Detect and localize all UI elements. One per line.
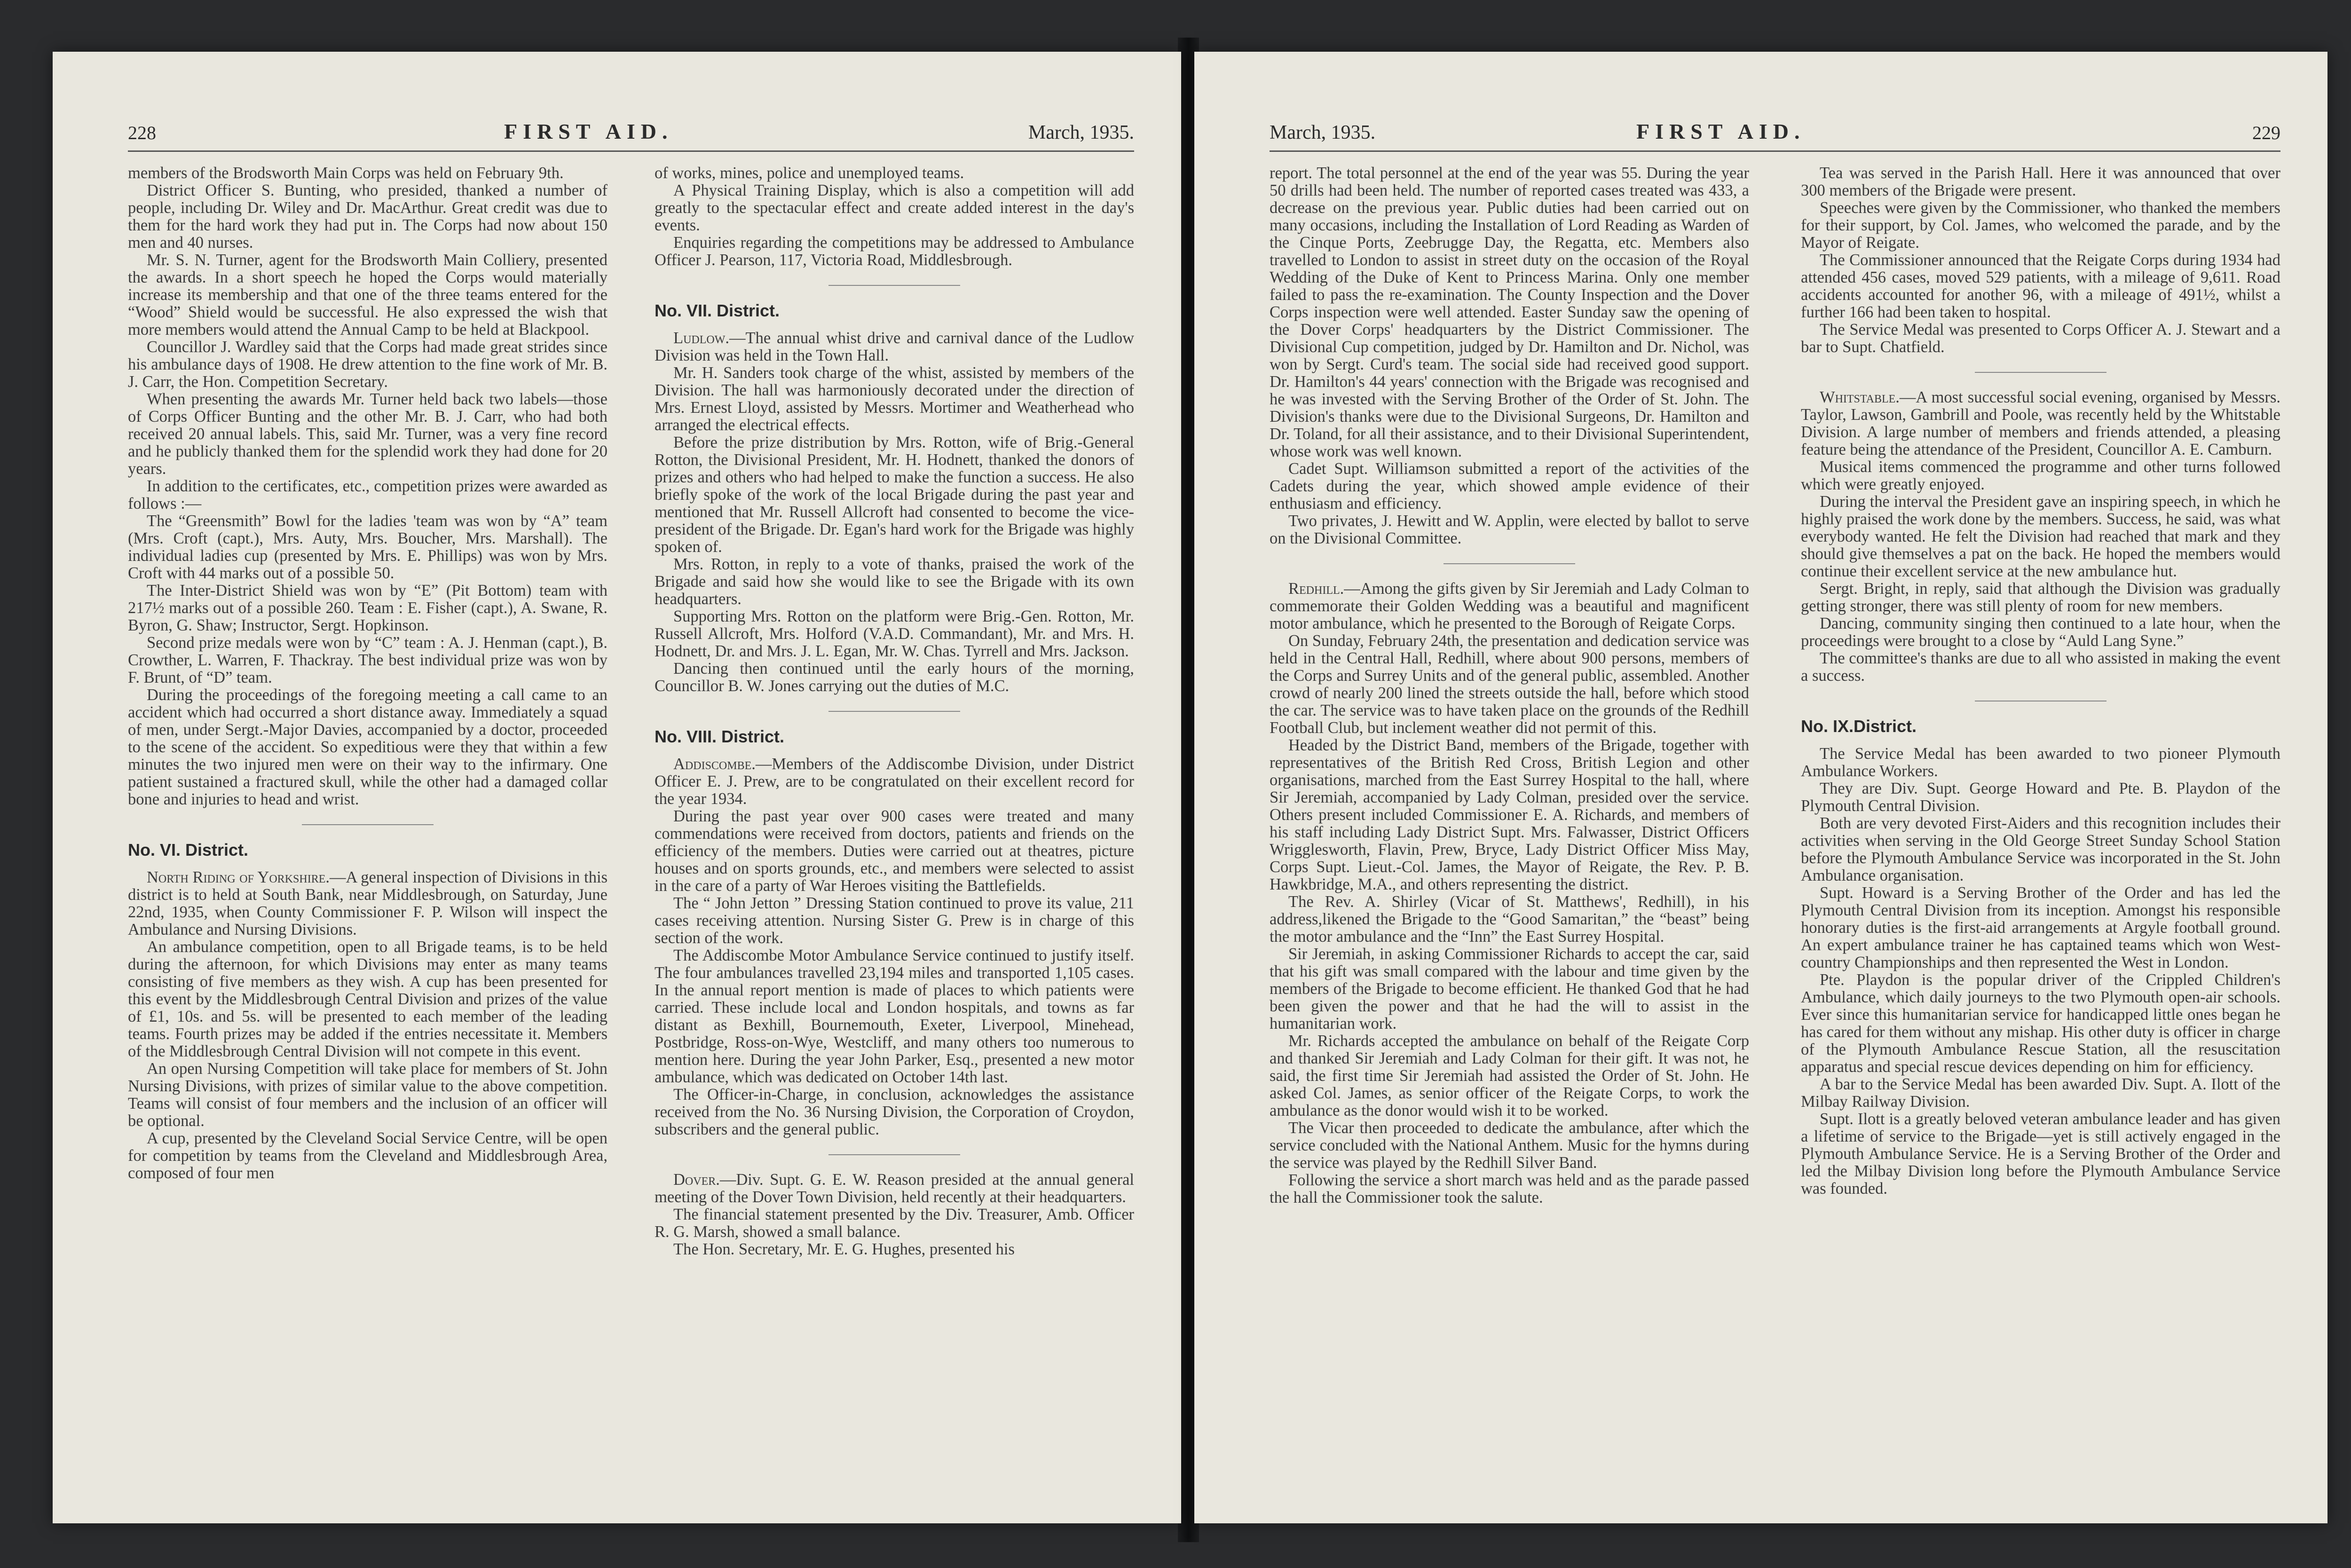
page-number: 229 (2252, 122, 2280, 143)
article-paragraph (128, 182, 607, 252)
article-paragraph (1270, 1172, 1749, 1206)
article-paragraph (128, 391, 607, 478)
paragraph-text: On Sunday, February 24th, the presentation and dedication service was held in the Central Hall, Redhill, where about 900 persons, members of the Corps and Surrey Units and of the general public, assembled. Another crowd of nearly 200 lined the streets outside the hall, before which stood the car. The service was to have taken place on the grounds of the Redhill Football Club, but inclement weather did not permit of this. (1270, 632, 1749, 737)
paragraph-text: Headed by the District Band, members of the Brigade, together with representatives of the British Red Cross, British Legion and other organisations, marched from the East Surrey Hospital to the hall, where Sir Jeremiah, accompanied by Lady Colman, presided over the service. Others present included Commissioner E. A. Richards, and members of his staff including Lady District Supt. Mrs. Falwasser, District Officers Wrigglesworth, Flavin, Prew, Bryce, Lady District Officer Miss May, Corps Supt. Lieut.-Col. James, the Mayor of Reigate, the Rev. P. B. Hawkbridge, M.A., and others representing the district. (1270, 736, 1749, 893)
article-paragraph (1801, 321, 2280, 356)
paragraph-text: Mr. H. Sanders took charge of the whist, assisted by members of the Division. The hall was harmoniously decorated under the direction of Mrs. Ernest Lloyd, assisted by Messrs. Mortimer and Weatherhead who arranged the electrical effects. (655, 364, 1134, 434)
district-heading: No. IX.District. (1801, 717, 1917, 736)
left-page-column-2 (655, 165, 1134, 1476)
paragraph-text: In addition to the certificates, etc., competition prizes were awarded as follows :— (128, 477, 607, 512)
section-divider (302, 824, 434, 825)
paragraph-text: When presenting the awards Mr. Turner held back two labels—those of Corps Officer Bunting and the other Mr. B. J. Carr, who had both received 20 annual labels. This, said Mr. Turner, was a very fine record and he publicly thanked them for the splendid work they had done for 20 years. (128, 390, 607, 478)
paragraph-text: Both are very devoted First-Aiders and this recognition includes their activities when serving in the Old George Street Sunday School Station before the Plymouth Ambulance Service was incorporated in the St. John Ambulance organisation. (1801, 814, 2280, 884)
article-paragraph (1270, 737, 1749, 893)
article-paragraph (1270, 512, 1749, 547)
article-paragraph (1801, 650, 2280, 685)
paragraph-text: A cup, presented by the Cleveland Social Service Centre, will be open for competition by teams from the Cleveland and Middlesbrough Area, composed of four men (128, 1129, 607, 1182)
article-paragraph (655, 434, 1134, 556)
paragraph-text: Mr. Richards accepted the ambulance on behalf of the Reigate Corp and thanked Sir Jeremiah and Lady Colman for their gift. It was not, he said, the first time Sir Jeremiah had assisted the Order of St. John. He asked Col. James, as senior officer of the Reigate Corps, to work the ambulance as the donor would wish it to be worked. (1270, 1032, 1749, 1119)
paragraph-text: Supt. Ilott is a greatly beloved veteran ambulance leader and has given a lifetime of service to the Brigade—yet is still actively engaged in the Plymouth Ambulance Service. He is a Serving Brother of the Order and led the Milbay Division long before the Plymouth Ambulance Service was founded. (1801, 1110, 2280, 1198)
paragraph-text: Before the prize distribution by Mrs. Rotton, wife of Brig.-General Rotton, the Divisional President, Mr. H. Hodnett, thanked the donors of prizes and others who had helped to make the function a success. He also briefly spoke of the work of the local Brigade during the past year and mentioned that Mr. Russell Allcroft had consented to become the vice-president of the Brigade. Dr. Egan's hard work for the Brigade was highly spoken of. (655, 433, 1134, 556)
article-paragraph (1270, 1119, 1749, 1172)
paragraph-text: —A most successful social evening, organised by Messrs. Taylor, Lawson, Gambrill and Poole, was recently held by the Whitstable Division. A large number of members and friends attended, a pleasing feature being the attendance of the President, Councillor A. E. Camburn. (1801, 388, 2280, 458)
article-paragraph (655, 947, 1134, 1086)
article-paragraph (128, 1130, 607, 1182)
paragraph-text: —Members of the Addiscombe Division, under District Officer E. J. Prew, are to be congratulated on their excellent record for the year 1934. (655, 755, 1134, 808)
article-paragraph (1801, 458, 2280, 493)
paragraph-text: —The annual whist drive and carnival dance of the Ludlow Division was held in the Town Hall. (655, 329, 1134, 364)
paragraph-text: Pte. Playdon is the popular driver of the Crippled Children's Ambulance, which daily journeys to the two Plymouth open-air schools. Ever since this humanitarian service for handicapped little ones began he has cared for them without any mishap. His other duty is officer in charge of the Plymouth Ambulance Rescue Station, all the resuscitation apparatus and special rescue devices depending on him for efficiency. (1801, 971, 2280, 1076)
paragraph-text: The Commissioner announced that the Reigate Corps during 1934 had attended 456 cases, moved 529 patients, with a mileage of 9,611. Road accidents accounted for another 96, with a mileage of 491½, whilst a further 166 had been taken to hospital. (1801, 251, 2280, 321)
article-paragraph (1801, 884, 2280, 971)
article-paragraph (1801, 615, 2280, 650)
paragraph-text: The Service Medal was presented to Corps Officer A. J. Stewart and a bar to Supt. Chatfield. (1801, 321, 2280, 356)
section-divider (828, 285, 960, 286)
paragraph-text: The Rev. A. Shirley (Vicar of St. Matthews', Redhill), in his address,likened the Brigade to the “Good Samaritan,” the “beast” being the motor ambulance and the “Inn” the East Surrey Hospital. (1270, 893, 1749, 946)
paragraph-text: They are Div. Supt. George Howard and Pte. B. Playdon of the Plymouth Central Division. (1801, 780, 2280, 815)
paragraph-text: Dancing, community singing then continued to a late hour, when the proceedings were brought to a close by “Auld Lang Syne.” (1801, 615, 2280, 650)
right-page-column-1 (1270, 165, 1749, 1476)
paragraph-text: members of the Brodsworth Main Corps was held on February 9th. (128, 165, 564, 182)
article-paragraph (655, 330, 1134, 364)
article-paragraph (1270, 580, 1749, 632)
paragraph-text: A Physical Training Display, which is also a competition will add greatly to the spectacular effect and create added interest in the day's events. (655, 181, 1134, 234)
paragraph-text: —A general inspection of Divisions in this district is to held at South Bank, near Middlesbrough, on Saturday, June 22nd, 1935, when County Commissioner F. P. Wilson will inspect the Ambulance and Nursing Divisions. (128, 868, 607, 938)
paragraph-text: Sir Jeremiah, in asking Commissioner Richards to accept the car, said that his gift was small compared with the labour and time given by the members of the Brigade to become efficient. He thanked God that he had been given the power and that he had the will to assist in the humanitarian work. (1270, 945, 1749, 1032)
paragraph-text: Sergt. Bright, in reply, said that although the Division was gradually getting stronger, there was still plenty of room for new members. (1801, 580, 2280, 615)
paragraph-text: Mr. S. N. Turner, agent for the Brodsworth Main Colliery, presented the awards. In a short speech he hoped the Corps would materially increase its membership and that one of the three teams entered for the “Wood” Shield would be successful. He also expressed the wish that more members would attend the Annual Camp to be held at Blackpool. (128, 251, 607, 339)
article-paragraph (1270, 165, 1749, 460)
article-paragraph (128, 339, 607, 391)
paragraph-text: During the interval the President gave an inspiring speech, in which he highly praised the work done by the members. Success, he said, was what everybody wanted. He felt the Division had reached that mark and they should give themselves a pat on the back. He hoped the members would continue their excellent service at the new ambulance hut. (1801, 493, 2280, 580)
article-paragraph (655, 1206, 1134, 1241)
place-lead: Ludlow. (673, 329, 730, 347)
paragraph-text: The Addiscombe Motor Ambulance Service continued to justify itself. The four ambulances travelled 23,194 miles and transported 1,105 cases. In the annual report mention is made of places to which patients were carried. These include local and London hospitals, and towns as far distant as Bexhill, Bournemouth, Exeter, Liverpool, Minehead, Postbridge, Ross-on-Wye, Westcliff, and many others too numerous to mention here. During the year John Parker, Esq., presented a new motor ambulance, which was dedicated on October 14th last. (655, 946, 1134, 1086)
article-paragraph (655, 182, 1134, 234)
article-paragraph (1801, 580, 2280, 615)
article-paragraph (1801, 1111, 2280, 1198)
left-page (53, 52, 1181, 1523)
paragraph-text: The “Greensmith” Bowl for the ladies 'team was won by “A” team (Mrs. Croft (capt.), Mrs. Auty, Mrs. Boucher, Mrs. Marshall). The individual ladies cup (presented by Mrs. E. Phillips) was won by Mrs. Croft with 44 marks out of a possible 50. (128, 512, 607, 582)
article-paragraph (1801, 493, 2280, 580)
paragraph-text: During the proceedings of the foregoing meeting a call came to an accident which had occurred a short distance away. Immediately a squad of men, under Sergt.-Major Davies, accompanied by a doctor, proceeded to the scene of the accident. So expeditious were they that within a few minutes the two injured men were on their way to the infirmary. One patient sustained a fractured skull, while the other had a damaged collar bone and injuries to head and wrist. (128, 686, 607, 808)
section-divider (1444, 563, 1575, 564)
article-paragraph (655, 165, 1134, 182)
article-paragraph (1801, 745, 2280, 780)
running-title: FIRST AID. (1636, 119, 1806, 143)
right-page-header (1270, 113, 2280, 152)
place-lead: North Riding of Yorkshire. (147, 868, 330, 886)
district-heading: No. VI. District. (128, 840, 249, 859)
article-paragraph (128, 582, 607, 634)
article-paragraph (128, 478, 607, 512)
district-heading: No. VII. District. (655, 301, 780, 320)
left-page-header (128, 113, 1134, 152)
running-title: FIRST AID. (504, 119, 673, 143)
article-paragraph (128, 512, 607, 582)
paragraph-text: Councillor J. Wardley said that the Corps had made great strides since his ambulance days of 1908. He drew attention to the fine work of Mr. B. J. Carr, the Hon. Competition Secretary. (128, 338, 607, 391)
article-paragraph (1801, 165, 2280, 199)
article-paragraph (1801, 1076, 2280, 1111)
paragraph-text: The Officer-in-Charge, in conclusion, acknowledges the assistance received from the No. 36 Nursing Division, the Corporation of Croydon, subscribers and the general public. (655, 1086, 1134, 1138)
place-lead: Redhill. (1288, 580, 1344, 598)
paragraph-text: Supporting Mrs. Rotton on the platform were Brig.-Gen. Rotton, Mr. Russell Allcroft, Mrs. Holford (V.A.D. Commandant), Mr. and Mrs. H. Hodnett, Dr. and Mrs. J. L. Egan, Mr. W. Chas. Tyrrell and Mrs. Jackson. (655, 607, 1134, 660)
article-paragraph (1270, 460, 1749, 512)
article-paragraph (1270, 632, 1749, 737)
section-divider (1975, 372, 2106, 373)
paragraph-text: The Hon. Secretary, Mr. E. G. Hughes, presented his (673, 1240, 1015, 1258)
paragraph-text: —Among the gifts given by Sir Jeremiah and Lady Colman to commemorate their Golden Wedding was a beautiful and magnificent motor ambulance, which he presented to the Borough of Reigate Corps. (1270, 580, 1749, 632)
article-paragraph (128, 686, 607, 808)
paragraph-text: An ambulance competition, open to all Brigade teams, is to be held during the afternoon, for which Divisions may enter as many teams consisting of five members as they wish. A cup has been presented for this event by the Middlesbrough Central Division and prizes of the value of £1, 10s. and 5s. will be presented to each member of the leading teams. Fourth prizes may be added if the entries necessitate it. Members of the Middlesbrough Central Division will not compete in this event. (128, 938, 607, 1060)
paragraph-text: Cadet Supt. Williamson submitted a report of the activities of the Cadets during the year, which showed ample evidence of their enthusiasm and efficiency. (1270, 460, 1749, 512)
paragraph-text: —Div. Supt. G. E. W. Reason presided at the annual general meeting of the Dover Town Division, held recently at their headquarters. (655, 1171, 1134, 1206)
right-page (1194, 52, 2327, 1523)
place-lead: Whitstable. (1820, 388, 1900, 406)
article-paragraph (655, 234, 1134, 269)
district-heading: No. VIII. District. (655, 727, 785, 746)
place-lead: Addiscombe. (673, 755, 756, 773)
paragraph-text: Dancing then continued until the early hours of the morning, Councillor B. W. Jones carrying out the duties of M.C. (655, 660, 1134, 695)
article-paragraph (1270, 946, 1749, 1032)
article-paragraph (128, 165, 607, 182)
article-paragraph (655, 556, 1134, 608)
article-paragraph (655, 660, 1134, 695)
right-page-column-2 (1801, 165, 2280, 1476)
paragraph-text: Tea was served in the Parish Hall. Here it was announced that over 300 members of the Brigade were present. (1801, 165, 2280, 199)
section-divider (828, 1154, 960, 1155)
article-paragraph (655, 364, 1134, 434)
article-paragraph (1801, 815, 2280, 884)
left-page-column-1 (128, 165, 607, 1476)
article-paragraph (655, 808, 1134, 895)
paragraph-text: The “ John Jetton ” Dressing Station continued to prove its value, 211 cases receiving attention. Nursing Sister G. Prew is in charge of this section of the work. (655, 894, 1134, 947)
article-paragraph (655, 1241, 1134, 1258)
paragraph-text: The Service Medal has been awarded to two pioneer Plymouth Ambulance Workers. (1801, 745, 2280, 780)
article-paragraph (128, 252, 607, 339)
page-number: 228 (128, 122, 156, 143)
paragraph-text: The Inter-District Shield was won by “E” (Pit Bottom) team with 217½ marks out of a possible 260. Team : E. Fisher (capt.), A. Swane, R. Byron, G. Shaw; Instructor, Sergt. Hopkinson. (128, 582, 607, 634)
article-paragraph (1270, 893, 1749, 946)
section-divider (828, 711, 960, 712)
article-paragraph (128, 938, 607, 1060)
paragraph-text: of works, mines, police and unemployed teams. (655, 165, 964, 182)
article-paragraph (1801, 199, 2280, 252)
paragraph-text: Following the service a short march was held and as the parade passed the hall the Commissioner took the salute. (1270, 1171, 1749, 1206)
paragraph-text: The financial statement presented by the Div. Treasurer, Amb. Officer R. G. Marsh, showed a small balance. (655, 1206, 1134, 1241)
paragraph-text: Musical items commenced the programme and other turns followed which were greatly enjoyed. (1801, 458, 2280, 493)
issue-date: March, 1935. (1270, 122, 1376, 143)
article-paragraph (655, 608, 1134, 660)
article-paragraph (1801, 389, 2280, 458)
paragraph-text: Second prize medals were won by “C” team : A. J. Henman (capt.), B. Crowther, L. Warren, F. Thackray. The best individual prize was won by F. Brunt, of “D” team. (128, 634, 607, 686)
article-paragraph (1801, 780, 2280, 815)
paragraph-text: An open Nursing Competition will take place for members of St. John Nursing Divisions, with prizes of similar value to the above competition. Teams will consist of four members and the inclusion of an officer will be optional. (128, 1060, 607, 1130)
paragraph-text: Mrs. Rotton, in reply to a vote of thanks, praised the work of the Brigade and said how she would like to see the Brigade with its own headquarters. (655, 555, 1134, 608)
article-paragraph (655, 1171, 1134, 1206)
paragraph-text: A bar to the Service Medal has been awarded Div. Supt. A. Ilott of the Milbay Railway Division. (1801, 1075, 2280, 1111)
article-paragraph (655, 895, 1134, 947)
paragraph-text: District Officer S. Bunting, who presided, thanked a number of people, including Dr. Wiley and Dr. MacArthur. Great credit was due to them for the hard work they had put in. The Corps had now about 150 men and 40 nurses. (128, 181, 607, 252)
paragraph-text: The committee's thanks are due to all who assisted in making the event a success. (1801, 649, 2280, 685)
article-paragraph (128, 634, 607, 686)
article-paragraph (1801, 971, 2280, 1076)
paragraph-text: Speeches were given by the Commissioner, who thanked the members for their support, by Col. James, who welcomed the parade, and by the Mayor of Reigate. (1801, 199, 2280, 252)
paragraph-text: report. The total personnel at the end of the year was 55. During the year 50 drills had been held. The number of reported cases treated was 433, a decrease on the previous year. Public duties had been carried out on many occasions, including the Installation of Lord Reading as Warden of the Cinque Ports, Zeebrugge Day, the Regatta, etc. Members also travelled to London to assist in street duty on the occasion of the Royal Wedding of the Duke of Kent to Princess Marina. Only one member failed to pass the re-examination. The County Inspection and the Dover Corps inspection were well attended. Easter Sunday saw the opening of the Dover Corps' headquarters by the District Commissioner. The Divisional Cup competition, judged by Dr. Hamilton and Dr. Nichol, was won by Sergt. Curd's team. The social side had received good support. Dr. Hamilton's 44 years' connection with the Brigade was recognised and he was invested with the Serving Brother of the Order of St. John. The Division's thanks were due to the Divisional Surgeons, Dr. Hamilton and Dr. Toland, for all their assistance, and to their Divisional Superintendent, whose work was well known. (1270, 165, 1749, 460)
paragraph-text: Two privates, J. Hewitt and W. Applin, were elected by ballot to serve on the Divisional Committee. (1270, 512, 1749, 547)
paragraph-text: Supt. Howard is a Serving Brother of the Order and has led the Plymouth Central Division from its inception. Amongst his responsible honorary duties is the first-aid arrangements at Argyle football ground. An expert ambulance trainer he has captained teams which won West-country Championships and then represented the West in London. (1801, 884, 2280, 971)
article-paragraph (1801, 252, 2280, 321)
paragraph-text: Enquiries regarding the competitions may be addressed to Ambulance Officer J. Pearson, 117, Victoria Road, Middlesbrough. (655, 234, 1134, 269)
place-lead: Dover. (673, 1171, 720, 1189)
article-paragraph (1270, 1032, 1749, 1119)
article-paragraph (655, 1086, 1134, 1138)
article-paragraph (128, 1060, 607, 1130)
paragraph-text: The Vicar then proceeded to dedicate the ambulance, after which the service concluded with the National Anthem. Music for the hymns during the service was played by the Redhill Silver Band. (1270, 1119, 1749, 1172)
paragraph-text: During the past year over 900 cases were treated and many commendations were received from doctors, patients and friends on the efficiency of the members. Duties were carried out at theatres, picture houses and on sports grounds, etc., and members were selected to assist in the care of a party of War Heroes visiting the Battlefields. (655, 807, 1134, 895)
article-paragraph (128, 869, 607, 938)
issue-date: March, 1935. (1028, 122, 1134, 143)
article-paragraph (655, 756, 1134, 808)
